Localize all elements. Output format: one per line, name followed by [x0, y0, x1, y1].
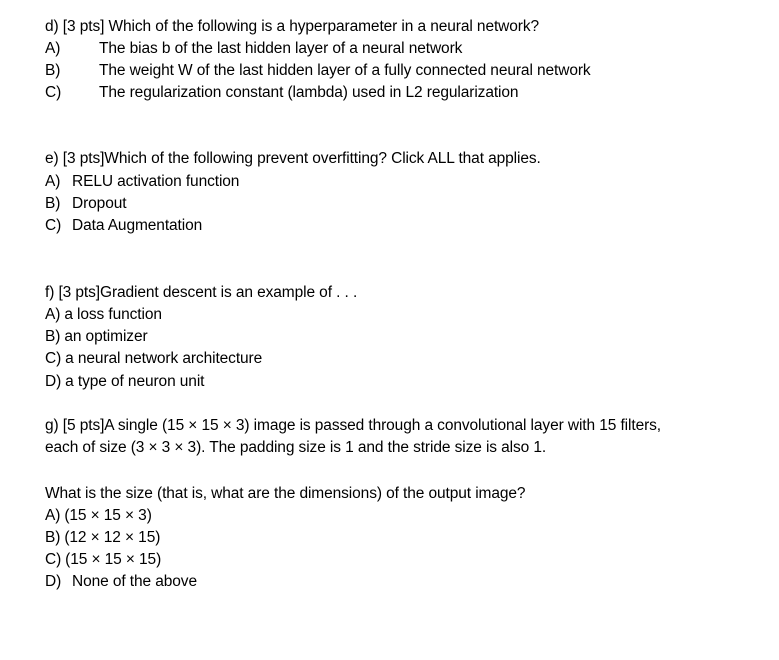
option-label: C) [45, 217, 62, 234]
question-e-option-a[interactable] [45, 172, 239, 192]
option-text: a type of neuron unit [65, 373, 205, 390]
question-g-sub-prompt: What is the size (that is, what are the dimensions) of the output image? [45, 485, 526, 502]
option-text: a neural network architecture [65, 350, 263, 367]
option-text: The bias b of the last hidden layer of a neural network [99, 40, 463, 57]
option-text: Dropout [72, 195, 127, 212]
option-label: B) [45, 62, 61, 79]
option-text: Data Augmentation [72, 217, 203, 234]
option-label: D) [45, 573, 62, 590]
question-g-option-a[interactable] [45, 506, 152, 526]
option-text: (15 × 15 × 15) [65, 551, 162, 568]
option-label: B) [45, 328, 61, 345]
option-text: None of the above [72, 573, 197, 590]
option-text: The weight W of the last hidden layer of a fully connected neural network [99, 62, 591, 79]
question-f-prompt: f) [3 pts]Gradient descent is an example of . . . [45, 284, 358, 301]
option-label: B) [45, 529, 61, 546]
question-e-option-c[interactable] [45, 216, 202, 236]
option-label: C) [45, 350, 62, 367]
option-label: D) [45, 373, 62, 390]
option-text: an optimizer [64, 328, 148, 345]
question-g-option-d[interactable] [45, 572, 197, 592]
option-label: C) [45, 84, 62, 101]
question-d-option-c[interactable] [45, 83, 518, 103]
option-label: A) [45, 306, 61, 323]
option-label: C) [45, 551, 62, 568]
question-d-prompt: d) [3 pts] Which of the following is a hyperparameter in a neural network? [45, 18, 540, 35]
question-f-option-d[interactable] [45, 372, 204, 392]
option-text: RELU activation function [72, 173, 240, 190]
option-label: A) [45, 40, 61, 57]
option-text: The regularization constant (lambda) used in L2 regularization [99, 84, 519, 101]
option-text: (12 × 12 × 15) [64, 529, 161, 546]
option-label: B) [45, 195, 61, 212]
question-g-prompt-line1: g) [5 pts]A single (15 × 15 × 3) image is passed through a convolutional layer with 15 filters, [45, 417, 662, 434]
question-d-option-b[interactable] [45, 61, 591, 81]
question-g-option-c[interactable] [45, 550, 161, 570]
option-label: A) [45, 173, 61, 190]
question-e-option-b[interactable] [45, 194, 126, 214]
question-e-prompt: e) [3 pts]Which of the following prevent overfitting? Click ALL that applies. [45, 150, 541, 167]
option-text: (15 × 15 × 3) [64, 507, 152, 524]
question-f-option-a[interactable] [45, 305, 162, 325]
question-f-option-c[interactable] [45, 349, 262, 369]
question-g-option-b[interactable] [45, 528, 160, 548]
option-label: A) [45, 507, 61, 524]
option-text: a loss function [64, 306, 162, 323]
question-g-prompt-line2: each of size (3 × 3 × 3). The padding size is 1 and the stride size is also 1. [45, 439, 547, 456]
question-f-option-b[interactable] [45, 327, 148, 347]
question-d-option-a[interactable] [45, 39, 462, 59]
